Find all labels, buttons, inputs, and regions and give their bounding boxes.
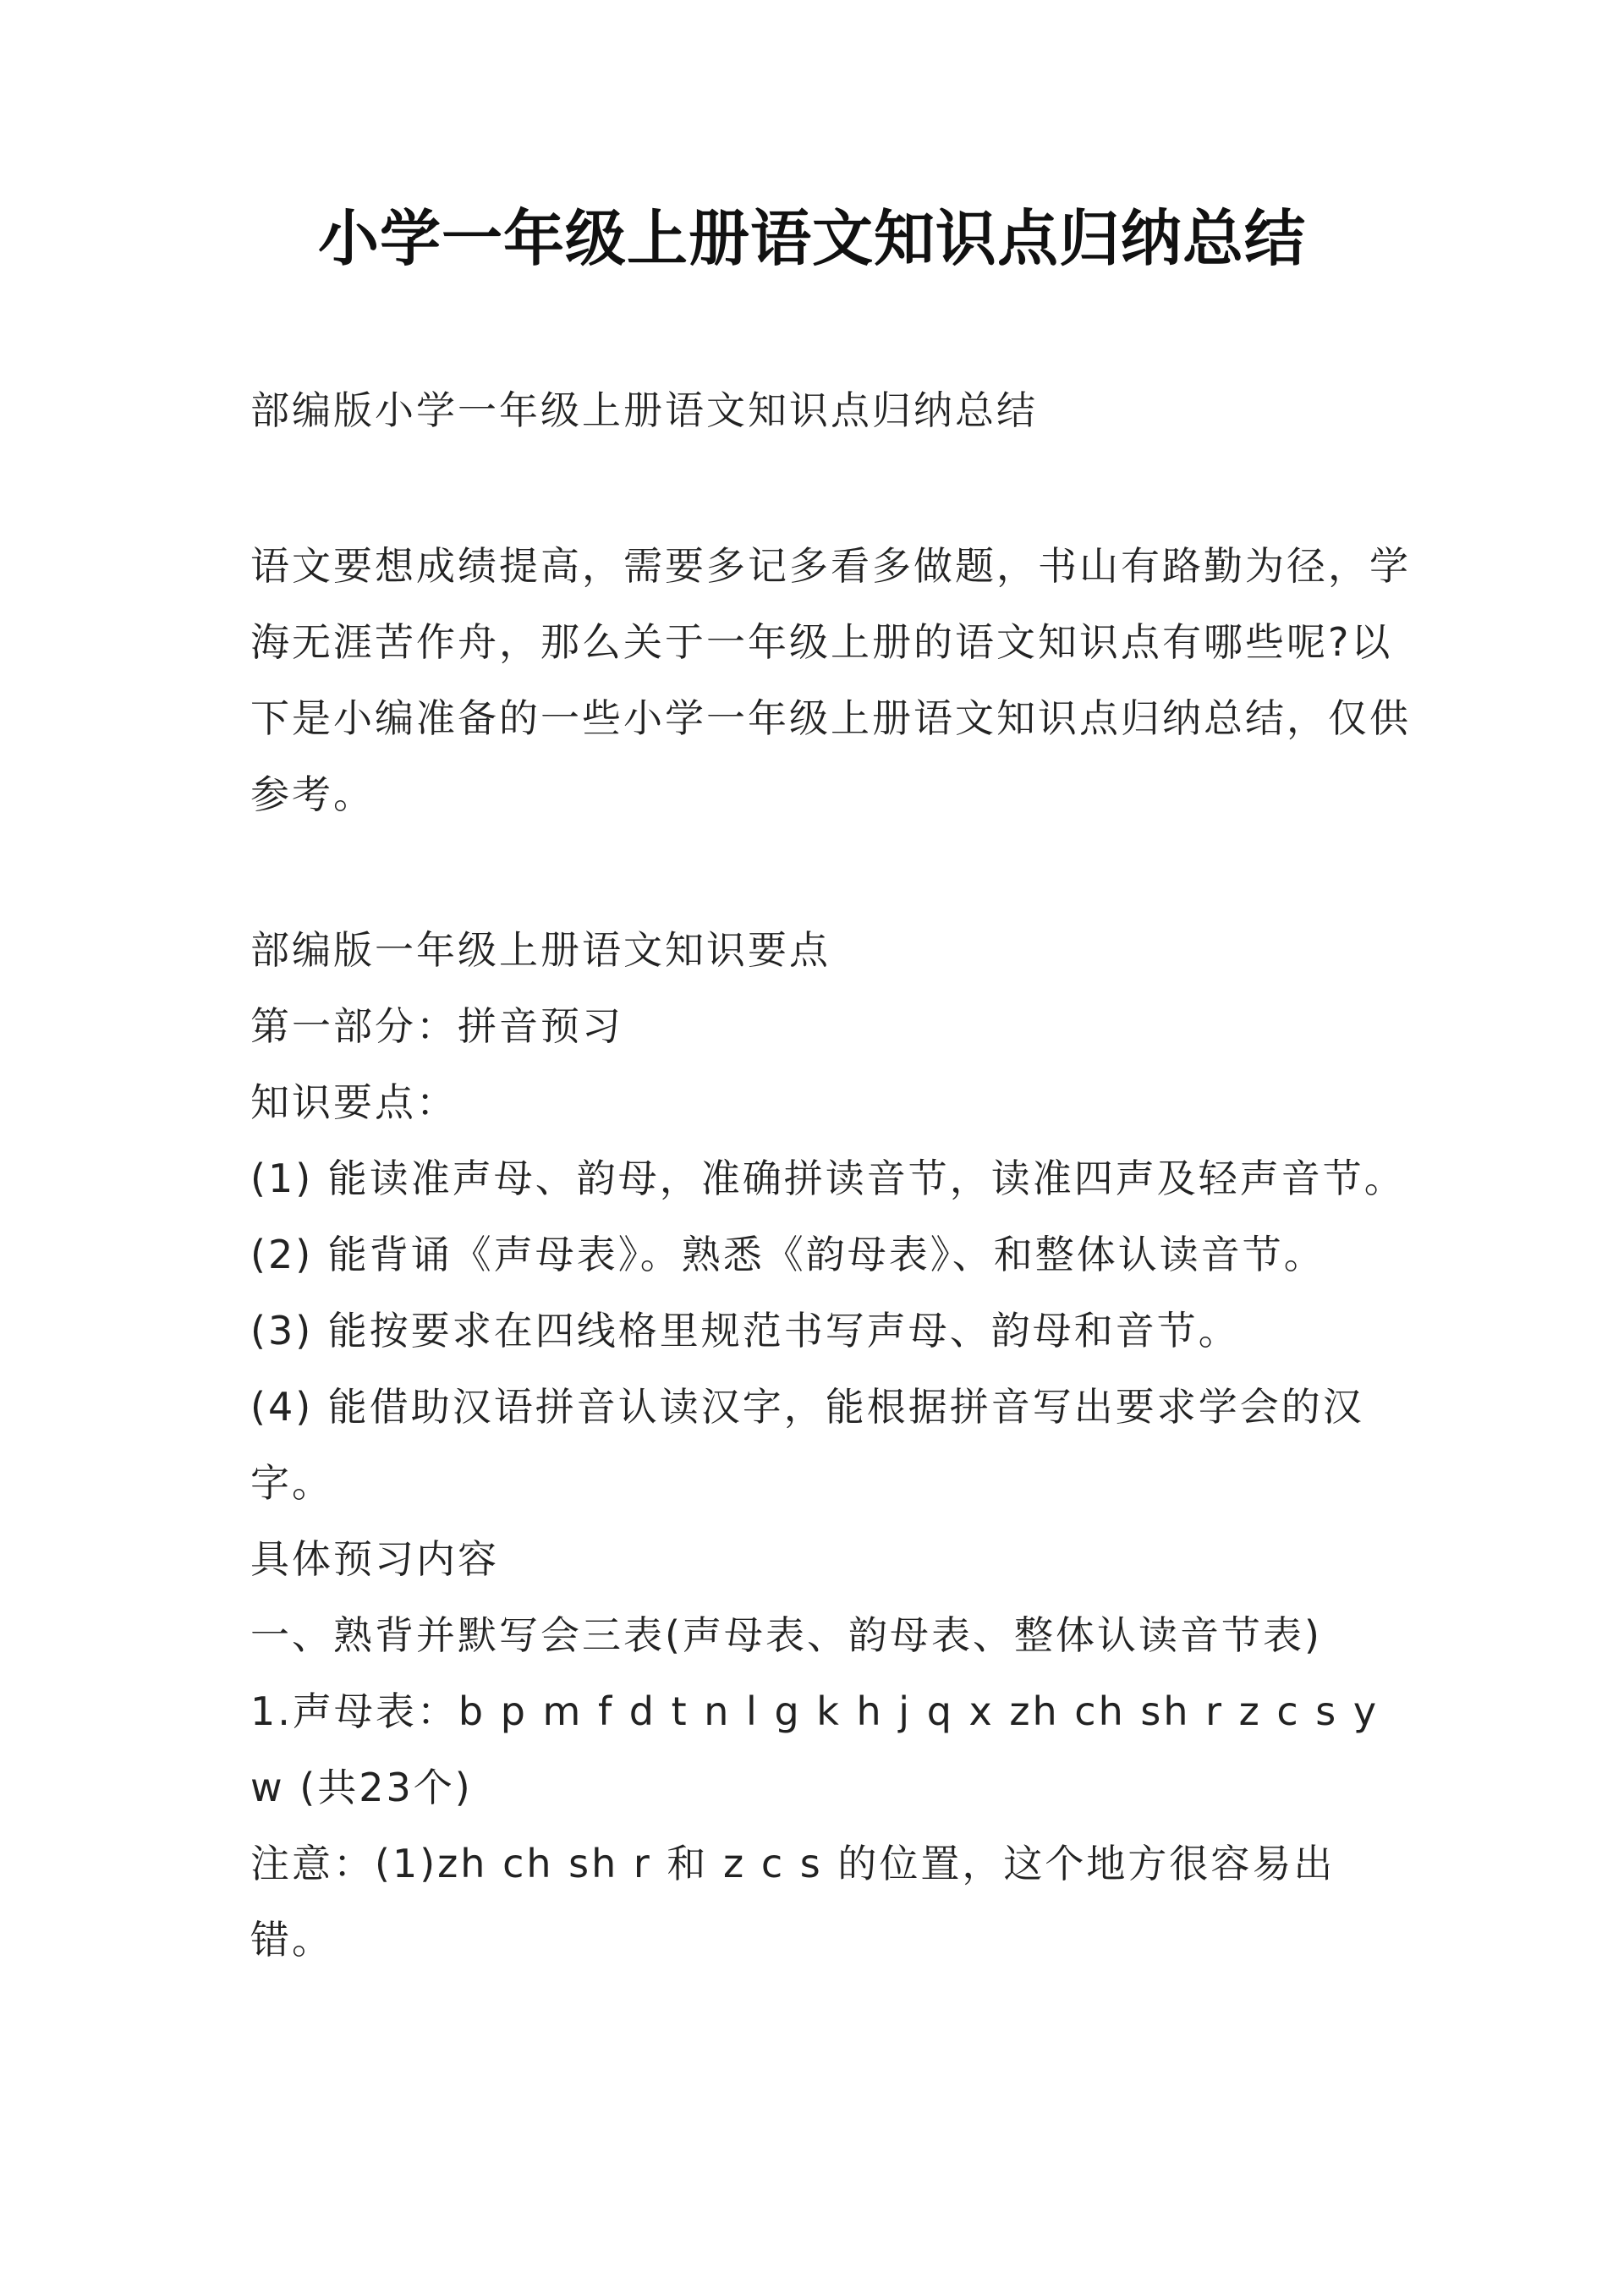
list-item: (3) 能按要求在四线格里规范书写声母、韵母和音节。 [250,1308,1240,1353]
note-paragraph: 注意：(1)zh ch sh r 和 z c s 的位置，这个地方很容易出错。 [250,1841,1336,1963]
intro-paragraph: 语文要想成绩提高，需要多记多看多做题，书山有路勤为径，学海无涯苦作舟，那么关于一年级上册的语文知识点有哪些呢?以下是小编准备的一些小学一年级上册语文知识点归纳总结，仅供参考。 [250,543,1411,817]
knowledge-points-label: 知识要点： [250,1079,458,1125]
preview-content-heading: 具体预习内容 [250,1536,499,1582]
list-item: (2) 能背诵《声母表》。熟悉《韵母表》、和整体认读音节。 [250,1232,1325,1277]
section-heading: 部编版一年级上册语文知识要点 [250,927,831,973]
subtitle-paragraph: 部编版小学一年级上册语文知识点归纳总结 [250,387,1038,433]
document-title: 小学一年级上册语文知识点归纳总结 [317,202,1306,274]
initials-table-line: 1.声母表：b p m f d t n l g k h j q x zh ch sh r z c s y w (共23个) [250,1688,1380,1810]
list-item: (1) 能读准声母、韵母，准确拼读音节，读准四声及轻声音节。 [250,1156,1406,1201]
list-item: (4) 能借助汉语拼音认读汉字，能根据拼音写出要求学会的汉字。 [250,1384,1364,1506]
three-tables-heading: 一、熟背并默写会三表(声母表、韵母表、整体认读音节表) [250,1612,1322,1658]
part-heading: 第一部分：拼音预习 [250,1003,623,1049]
document-body [250,372,1414,1978]
